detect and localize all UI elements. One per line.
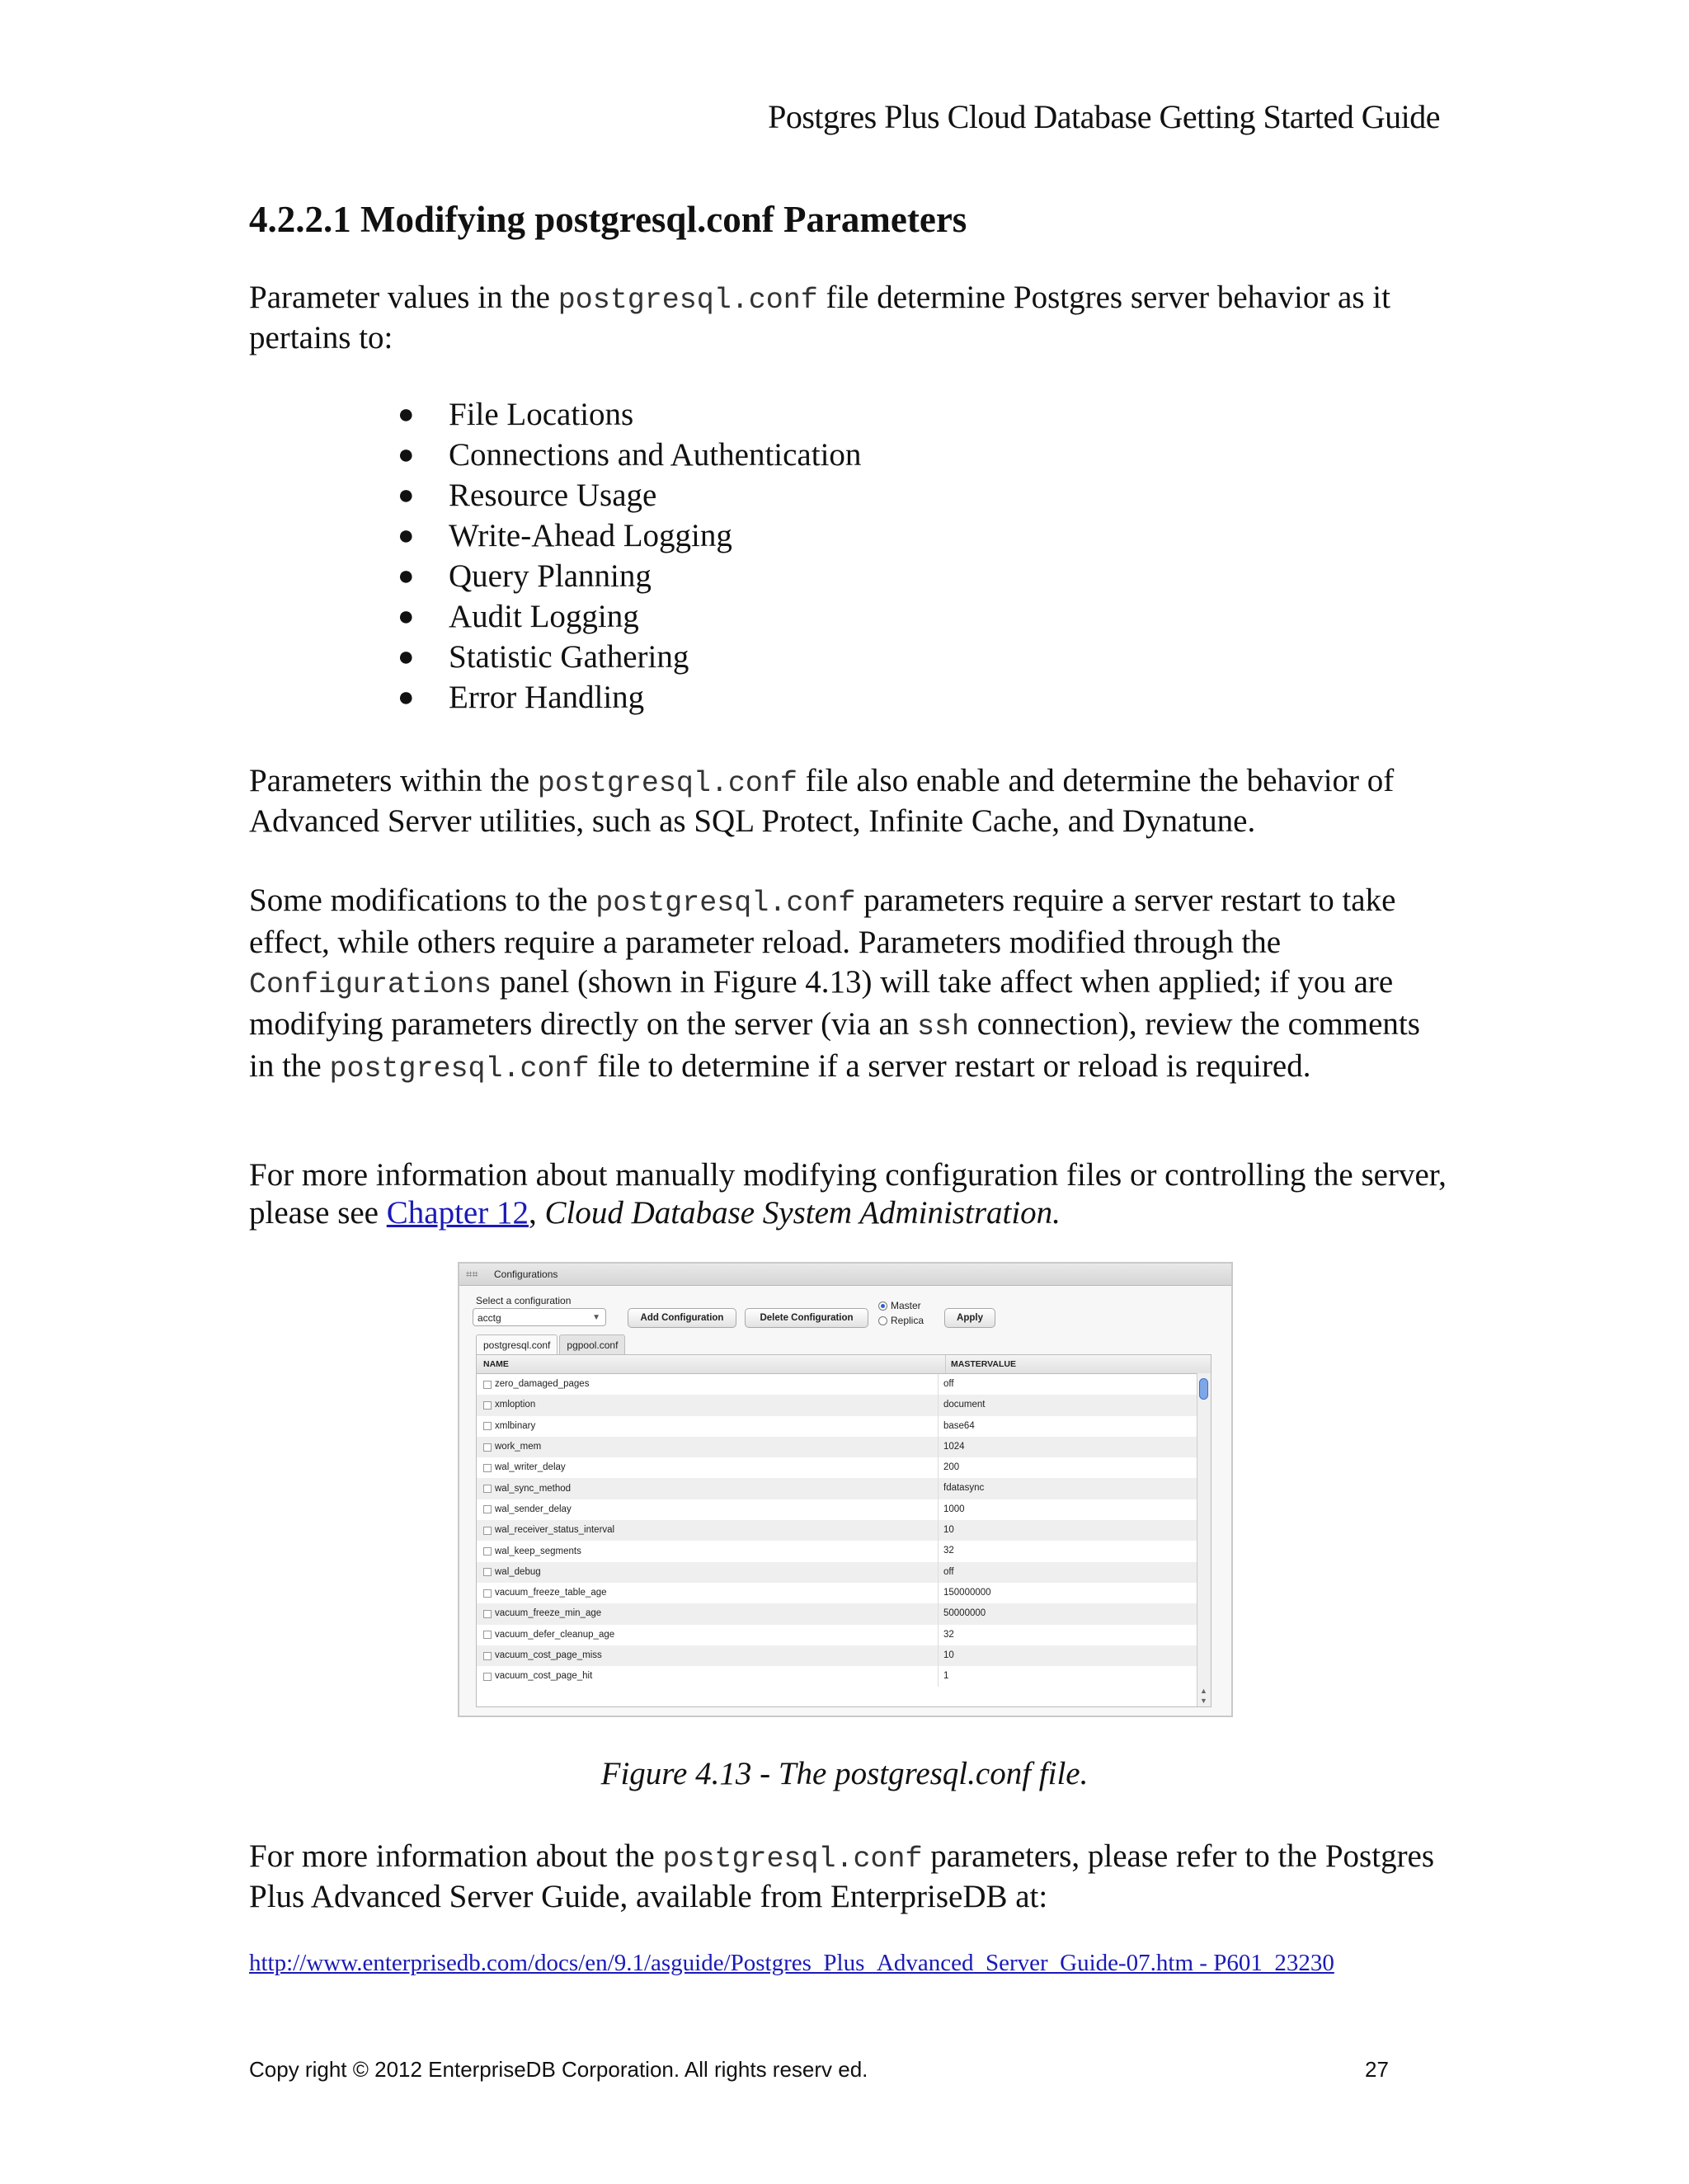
- table-row[interactable]: wal_sync_method fdatasync: [477, 1478, 1211, 1499]
- running-header: Postgres Plus Cloud Database Getting Started Guide: [768, 98, 1440, 135]
- restart-paragraph: Some modifications to the postgresql.conf parameters require a server restart to take effect, while others require a parameter reload. Parameters modified through the Configurations panel (shown in Figure 4.13) will take affect when applied; if you are modifying parameters directly on the server (via an ssh connection), review the comments in the postgresql.conf file to determine if a server restart or reload is required.: [249, 883, 1420, 1085]
- row-checkbox[interactable]: [483, 1464, 492, 1472]
- window-icon: ⌗⌗: [466, 1268, 478, 1280]
- apply-button[interactable]: Apply: [944, 1308, 995, 1328]
- figure-caption: Figure 4.13 - The postgresql.conf file.: [600, 1756, 1089, 1791]
- row-checkbox[interactable]: [483, 1401, 492, 1410]
- radio-icon: [878, 1316, 887, 1325]
- list-item: ● Audit Logging: [398, 596, 861, 637]
- code-panel-name: Configurations: [249, 968, 492, 1001]
- list-item: ● Statistic Gathering: [398, 637, 861, 677]
- bullet-icon: ●: [398, 601, 415, 632]
- column-header-mastervalue[interactable]: MASTERVALUE: [951, 1359, 1016, 1369]
- bullet-icon: ●: [398, 682, 415, 713]
- tab-pgpool-conf[interactable]: pgpool.conf: [559, 1334, 625, 1355]
- row-checkbox[interactable]: [483, 1505, 492, 1513]
- code-filename: postgresql.conf: [329, 1052, 590, 1085]
- table-row[interactable]: wal_receiver_status_interval 10: [477, 1520, 1211, 1541]
- row-checkbox[interactable]: [483, 1652, 492, 1660]
- bullet-icon: ●: [398, 480, 415, 511]
- table-row[interactable]: vacuum_cost_page_miss 10: [477, 1645, 1211, 1666]
- row-checkbox[interactable]: [483, 1443, 492, 1452]
- asguide-url-link[interactable]: http://www.enterprisedb.com/docs/en/9.1/asguide/Postgres_Plus_Advanced_Server_Guide-07.htm - P601_23230: [249, 1950, 1334, 1976]
- more-info-paragraph: For more information about manually modifying configuration files or controlling the server, please see Chapter 12, Cloud Database System Administration.: [249, 1157, 1447, 1231]
- configuration-select[interactable]: acctg ▼: [473, 1308, 606, 1326]
- list-item: ● Query Planning: [398, 556, 861, 596]
- code-filename: postgresql.conf: [537, 767, 797, 800]
- code-filename: postgresql.conf: [662, 1843, 923, 1876]
- window-titlebar: [459, 1264, 1231, 1286]
- table-row[interactable]: wal_keep_segments 32: [477, 1541, 1211, 1561]
- code-ssh: ssh: [917, 1010, 970, 1043]
- table-body: [477, 1374, 1211, 1687]
- row-checkbox[interactable]: [483, 1589, 492, 1598]
- table-header: [477, 1355, 1211, 1374]
- row-checkbox[interactable]: [483, 1422, 492, 1430]
- scroll-up-icon[interactable]: ▲: [1200, 1687, 1207, 1695]
- chevron-down-icon: ▼: [592, 1313, 600, 1322]
- row-checkbox[interactable]: [483, 1631, 492, 1639]
- bullet-icon: ●: [398, 440, 415, 470]
- table-row[interactable]: wal_writer_delay 200: [477, 1457, 1211, 1478]
- list-item: ● File Locations: [398, 394, 861, 435]
- reference-paragraph: For more information about the postgresql.conf parameters, please refer to the Postgres Plus Advanced Server Guide, available from EnterpriseDB at:: [249, 1838, 1435, 1914]
- tab-postgresql-conf[interactable]: postgresql.conf: [476, 1334, 558, 1355]
- table-row[interactable]: work_mem 1024: [477, 1437, 1211, 1457]
- bullet-icon: ●: [398, 399, 415, 430]
- topic-list: [398, 394, 861, 718]
- table-row[interactable]: wal_sender_delay 1000: [477, 1499, 1211, 1520]
- intro-text: file determine Postgres server behavior as it pertains to:: [249, 280, 1390, 355]
- row-checkbox[interactable]: [483, 1673, 492, 1681]
- list-item: ● Connections and Authentication: [398, 435, 861, 475]
- bullet-icon: ●: [398, 561, 415, 591]
- row-checkbox[interactable]: [483, 1381, 492, 1389]
- master-radio[interactable]: Master: [878, 1300, 921, 1311]
- page-number: 27: [1365, 2057, 1389, 2082]
- list-item: ● Write-Ahead Logging: [398, 515, 861, 556]
- code-filename: postgresql.conf: [558, 284, 818, 317]
- row-checkbox[interactable]: [483, 1547, 492, 1556]
- radio-selected-icon: [878, 1301, 887, 1311]
- intro-text: Parameter values in the: [249, 280, 558, 315]
- table-row[interactable]: vacuum_cost_page_hit 1: [477, 1666, 1211, 1687]
- utilities-paragraph: Parameters within the postgresql.conf file also enable and determine the behavior of Advanced Server utilities, such as SQL Protect, Infinite Cache, and Dynatune.: [249, 763, 1395, 839]
- row-checkbox[interactable]: [483, 1568, 492, 1576]
- scroll-down-icon[interactable]: ▼: [1200, 1697, 1207, 1705]
- table-row[interactable]: vacuum_defer_cleanup_age 32: [477, 1625, 1211, 1645]
- chapter-link[interactable]: Chapter 12: [386, 1195, 529, 1231]
- row-checkbox[interactable]: [483, 1610, 492, 1618]
- list-item: ● Resource Usage: [398, 475, 861, 515]
- chapter-title: Cloud Database System Administration.: [544, 1195, 1061, 1231]
- list-item: ● Error Handling: [398, 677, 861, 718]
- table-row[interactable]: zero_damaged_pages off: [477, 1374, 1211, 1395]
- table-row[interactable]: vacuum_freeze_min_age 50000000: [477, 1603, 1211, 1624]
- code-filename: postgresql.conf: [595, 887, 856, 920]
- scrollbar-thumb[interactable]: [1199, 1378, 1208, 1400]
- section-title: 4.2.2.1 Modifying postgresql.conf Parameters: [249, 199, 967, 240]
- select-label: Select a configuration: [476, 1295, 572, 1306]
- parameter-table: [476, 1354, 1211, 1707]
- table-row[interactable]: vacuum_freeze_table_age 150000000: [477, 1583, 1211, 1603]
- replica-radio[interactable]: Replica: [878, 1315, 924, 1326]
- window-title: Configurations: [494, 1269, 558, 1280]
- intro-paragraph: [249, 279, 1453, 357]
- row-checkbox[interactable]: [483, 1485, 492, 1493]
- table-row[interactable]: xmlbinary base64: [477, 1416, 1211, 1437]
- vertical-scrollbar[interactable]: [1197, 1373, 1211, 1706]
- bullet-icon: ●: [398, 520, 415, 551]
- config-tabs: [476, 1334, 627, 1354]
- column-header-name[interactable]: NAME: [477, 1355, 946, 1373]
- row-checkbox[interactable]: [483, 1527, 492, 1535]
- table-row[interactable]: wal_debug off: [477, 1562, 1211, 1583]
- delete-configuration-button[interactable]: Delete Configuration: [745, 1308, 868, 1328]
- add-configuration-button[interactable]: Add Configuration: [628, 1308, 736, 1328]
- bullet-icon: ●: [398, 642, 415, 672]
- configurations-screenshot: [458, 1262, 1233, 1717]
- footer-copyright: Copy right © 2012 EnterpriseDB Corporation. All rights reserv ed.: [249, 2057, 868, 2082]
- table-row[interactable]: xmloption document: [477, 1395, 1211, 1415]
